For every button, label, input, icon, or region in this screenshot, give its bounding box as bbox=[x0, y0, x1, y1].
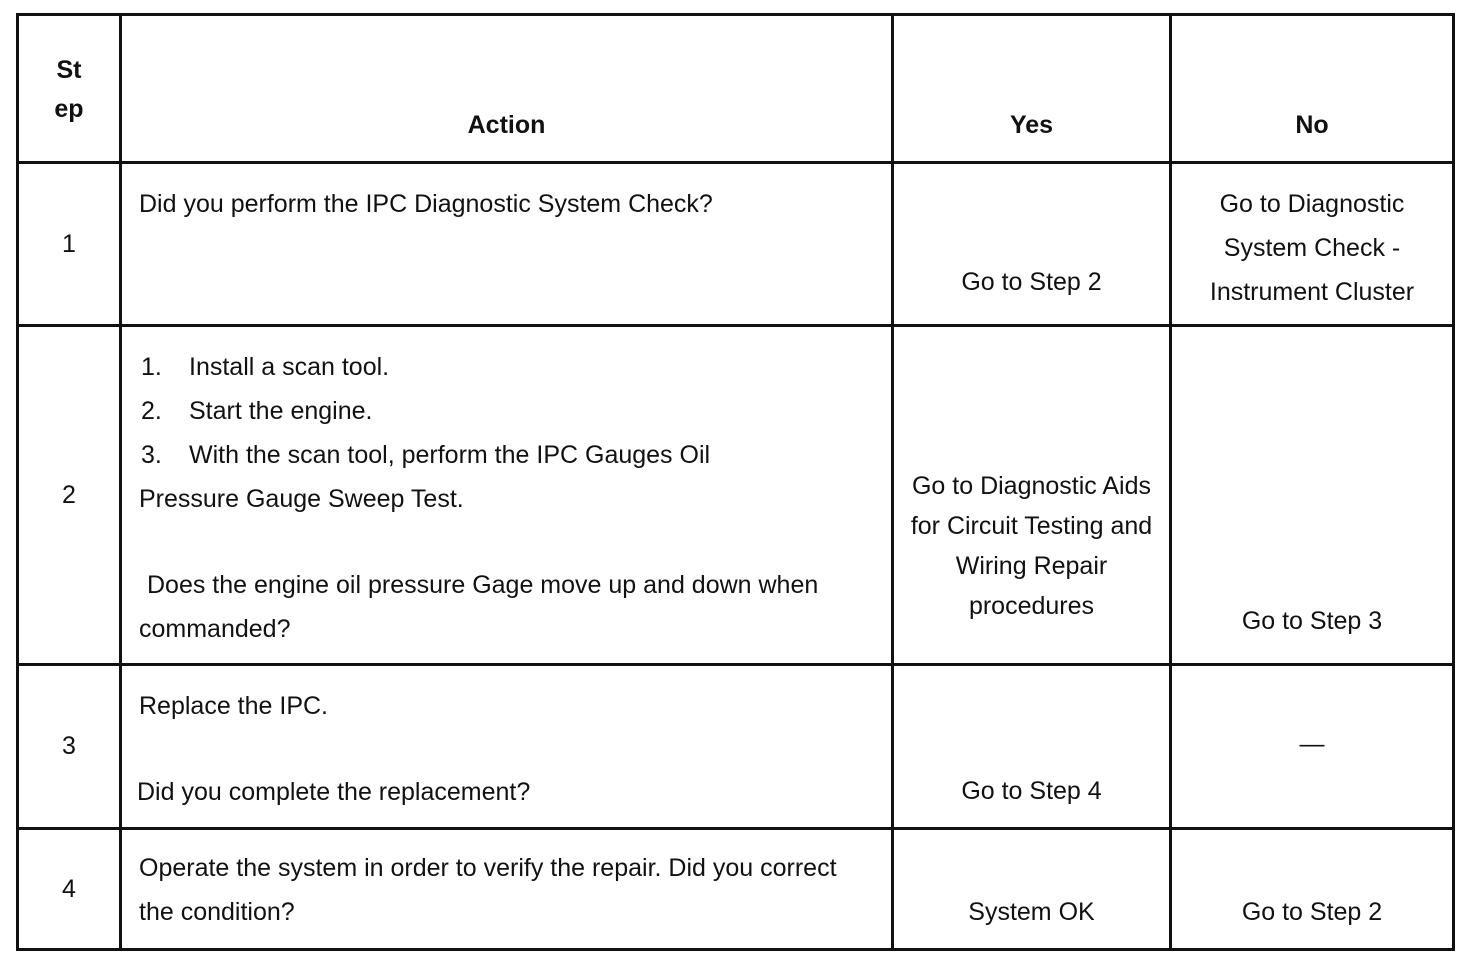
header-yes-label: Yes bbox=[1009, 111, 1054, 139]
step-cell bbox=[18, 665, 121, 829]
no-cell bbox=[1171, 326, 1454, 665]
action-question: Operate the system in order to verify the repair. Did you correct the condition? bbox=[139, 854, 837, 926]
substep-item bbox=[139, 345, 877, 389]
substep-list bbox=[139, 345, 877, 477]
substep-text: Install a scan tool. bbox=[189, 353, 390, 381]
yes-cell bbox=[893, 326, 1171, 665]
yes-result: Go to Diagnostic Aids for Circuit Testing and Wiring Repair procedures bbox=[910, 472, 1153, 620]
substep-item bbox=[139, 389, 877, 433]
step-cell bbox=[18, 163, 121, 326]
yes-result: Go to Step 2 bbox=[961, 268, 1102, 296]
header-no-label: No bbox=[1295, 111, 1329, 139]
diagnostic-table bbox=[16, 13, 1455, 951]
no-result: Go to Diagnostic System Check - Instrument Cluster bbox=[1209, 190, 1415, 306]
step-number: 4 bbox=[62, 874, 76, 903]
yes-cell bbox=[893, 829, 1171, 950]
action-cell bbox=[121, 326, 893, 665]
table-row bbox=[18, 163, 1454, 326]
header-row bbox=[18, 15, 1454, 163]
substep-text: Start the engine. bbox=[189, 397, 373, 425]
no-cell bbox=[1171, 829, 1454, 950]
table-row bbox=[18, 829, 1454, 950]
action-cell bbox=[121, 163, 893, 326]
no-cell bbox=[1171, 163, 1454, 326]
action-question: Did you perform the IPC Diagnostic System Check? bbox=[139, 190, 713, 218]
table-row bbox=[18, 665, 1454, 829]
yes-cell bbox=[893, 163, 1171, 326]
substep-number: 3. bbox=[141, 441, 162, 469]
action-question: Did you complete the replacement? bbox=[137, 778, 531, 806]
header-action bbox=[121, 15, 893, 163]
action-question: Does the engine oil pressure Gage move up and down when commanded? bbox=[139, 571, 819, 643]
header-no bbox=[1171, 15, 1454, 163]
action-instruction: Replace the IPC. bbox=[139, 692, 328, 720]
no-result: — bbox=[1299, 730, 1325, 758]
header-step-label: St ep bbox=[54, 55, 84, 123]
header-yes bbox=[893, 15, 1171, 163]
substep-continuation: Pressure Gauge Sweep Test. bbox=[139, 485, 464, 513]
no-result: Go to Step 2 bbox=[1241, 898, 1383, 926]
yes-result: Go to Step 4 bbox=[961, 777, 1102, 805]
no-cell bbox=[1171, 665, 1454, 829]
step-number: 3 bbox=[62, 732, 76, 760]
step-cell bbox=[18, 326, 121, 665]
step-number: 1 bbox=[62, 229, 76, 258]
substep-number: 2. bbox=[141, 397, 162, 425]
substep-text: With the scan tool, perform the IPC Gauges Oil bbox=[189, 441, 711, 469]
action-cell bbox=[121, 665, 893, 829]
substep-number: 1. bbox=[141, 353, 162, 381]
step-number: 2 bbox=[62, 480, 76, 509]
yes-cell bbox=[893, 665, 1171, 829]
no-result: Go to Step 3 bbox=[1241, 607, 1383, 635]
step-cell bbox=[18, 829, 121, 950]
header-step bbox=[18, 15, 121, 163]
yes-result: System OK bbox=[968, 898, 1095, 926]
table-row bbox=[18, 326, 1454, 665]
action-cell bbox=[121, 829, 893, 950]
substep-item bbox=[139, 433, 877, 477]
header-action-label: Action bbox=[467, 111, 546, 139]
